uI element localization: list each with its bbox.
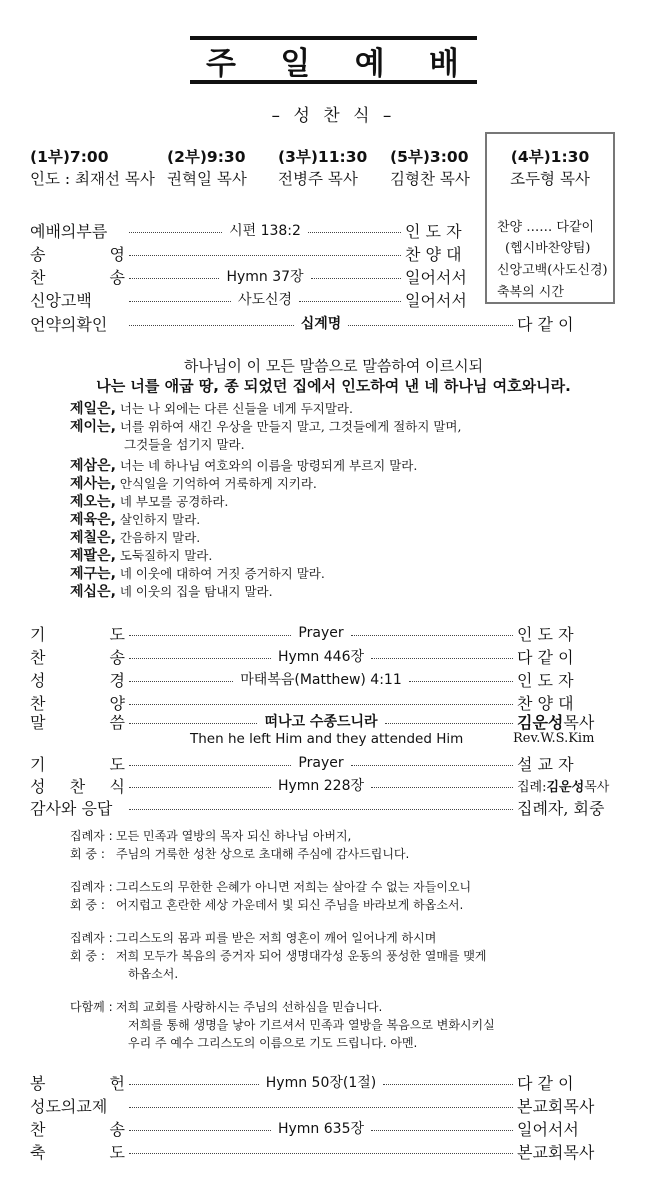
response: 회 중 : 어지럽고 혼란한 세상 가운데서 빛 되신 주님을 바라보게 하옵소서. — [70, 898, 464, 912]
order-row: 기 도 Prayer 인 도 자 — [30, 624, 574, 644]
service-4: (4부)1:30 조두형 목사 — [510, 148, 590, 188]
order-row: 예배의부름 시편 138:2 인 도 자 — [30, 219, 480, 241]
commandment: 제십은, 네 이웃의 집을 탐내지 말라. — [70, 584, 273, 600]
response: 회 중 : 저희 모두가 복음의 증거자 되어 생명대각성 운동의 풍성한 열매를 맺게 하옵소서. — [70, 949, 487, 981]
commandment: 제사는, 안식일을 기억하여 거룩하게 지키라. — [70, 476, 317, 492]
order-row: 찬 송 Hymn 635장 일어서서 — [30, 1119, 579, 1139]
commandments-intro-bold: 나는 너를 애굽 땅, 종 되었던 집에서 인도하여 낸 네 하나님 여호와니라. — [96, 377, 571, 395]
commandment: 제칠은, 간음하지 말라. — [70, 530, 201, 546]
order-row: 신앙고백 사도신경 일어서서 — [30, 288, 480, 310]
order-label: 예배의부름 — [30, 221, 108, 241]
response: 회 중 : 주님의 거룩한 성찬 상으로 초대해 주심에 감사드립니다. — [70, 847, 410, 861]
order-row: 감사와 응답 집례자, 회중 — [30, 798, 605, 818]
commandment: 제삼은, 너는 네 하나님 여호와의 이름을 망령되게 부르지 말라. — [70, 458, 418, 474]
service-1: (1부)7:00 인도 : 최재선 목사 — [30, 148, 155, 188]
service-2: (2부)9:30 권혁일 목사 — [167, 148, 247, 188]
order-label: 언약의확인 — [30, 314, 108, 334]
service-5: (5부)3:00 김형찬 목사 — [390, 148, 470, 188]
order-row: 성도의교제 본교회목사 — [30, 1096, 595, 1116]
order-row: 찬 송 Hymn 446장 다 같 이 — [30, 647, 574, 667]
commandment: 제이는, 너를 위하여 새긴 우상을 만들지 말고, 그것들에게 절하지 말며, 그것들을 섬기지 말라. — [70, 419, 462, 452]
service-4-box: 찬양 …… 다같이 (헵시바찬양팀) 신앙고백(사도신경) 축복의 시간 — [485, 132, 615, 304]
order-row: 축 도 본교회목사 — [30, 1142, 595, 1162]
commandment: 제구는, 네 이웃에 대하여 거짓 증거하지 말라. — [70, 566, 325, 582]
order-row: 성 찬 식 Hymn 228장 집례: 김운성 목사 — [30, 776, 610, 796]
page-title: 주 일 예 배 — [190, 36, 477, 84]
response: 집례자 : 그리스도의 몸과 피를 받은 저희 영혼이 깨어 일어나게 하시며 — [70, 931, 437, 945]
sermon-title-en: Then he left Him and they attended Him — [190, 731, 464, 747]
order-row-sermon: 말 씀 떠나고 수종드니라 김운성 목사 — [30, 712, 595, 732]
commandments-intro: 하나님이 이 모든 말씀으로 말씀하여 이르시되 — [183, 357, 484, 375]
prayer-together: 다함께 : 저희 교회를 사랑하시는 주님의 선하심을 믿습니다. 저희를 통해 생명을 낳아 기르셔서 민족과 열방을 복음으로 변화시키실 우리 주 예수 그리스도의 이름으로 기도 드립니다. 아멘. — [70, 1000, 495, 1050]
commandment: 제일은, 너는 나 외에는 다른 신들을 네게 두지말라. — [70, 401, 353, 417]
order-label: 신앙고백 — [30, 290, 92, 310]
order-row: 언약의확인 십계명 다 같 이 — [30, 312, 610, 334]
order-row: 찬 송 Hymn 37장 일어서서 — [30, 265, 480, 287]
order-row: 기 도 Prayer 설 교 자 — [30, 754, 574, 774]
service-3: (3부)11:30 전병주 목사 — [278, 148, 368, 188]
commandment: 제육은, 살인하지 말라. — [70, 512, 201, 528]
commandment: 제팔은, 도둑질하지 말라. — [70, 548, 213, 564]
order-label: 찬 송 — [30, 267, 125, 287]
order-row: 성 경 마태복음(Matthew) 4:11 인 도 자 — [30, 670, 574, 690]
subtitle: – 성 찬 식 – — [271, 106, 396, 126]
order-row: 봉 헌 Hymn 50장(1절) 다 같 이 — [30, 1073, 574, 1093]
response: 집례자 : 모든 민족과 열방의 목자 되신 하나님 아버지, — [70, 829, 352, 843]
response: 집례자 : 그리스도의 무한한 은혜가 아니면 저희는 살아갈 수 없는 자들이오니 — [70, 880, 472, 894]
order-label: 송 영 — [30, 244, 125, 264]
order-row: 찬 양 찬 양 대 — [30, 693, 574, 713]
preacher-en: Rev.W.S.Kim — [513, 731, 595, 746]
order-row: 송 영 찬 양 대 — [30, 242, 480, 264]
commandment: 제오는, 네 부모를 공경하라. — [70, 494, 229, 510]
